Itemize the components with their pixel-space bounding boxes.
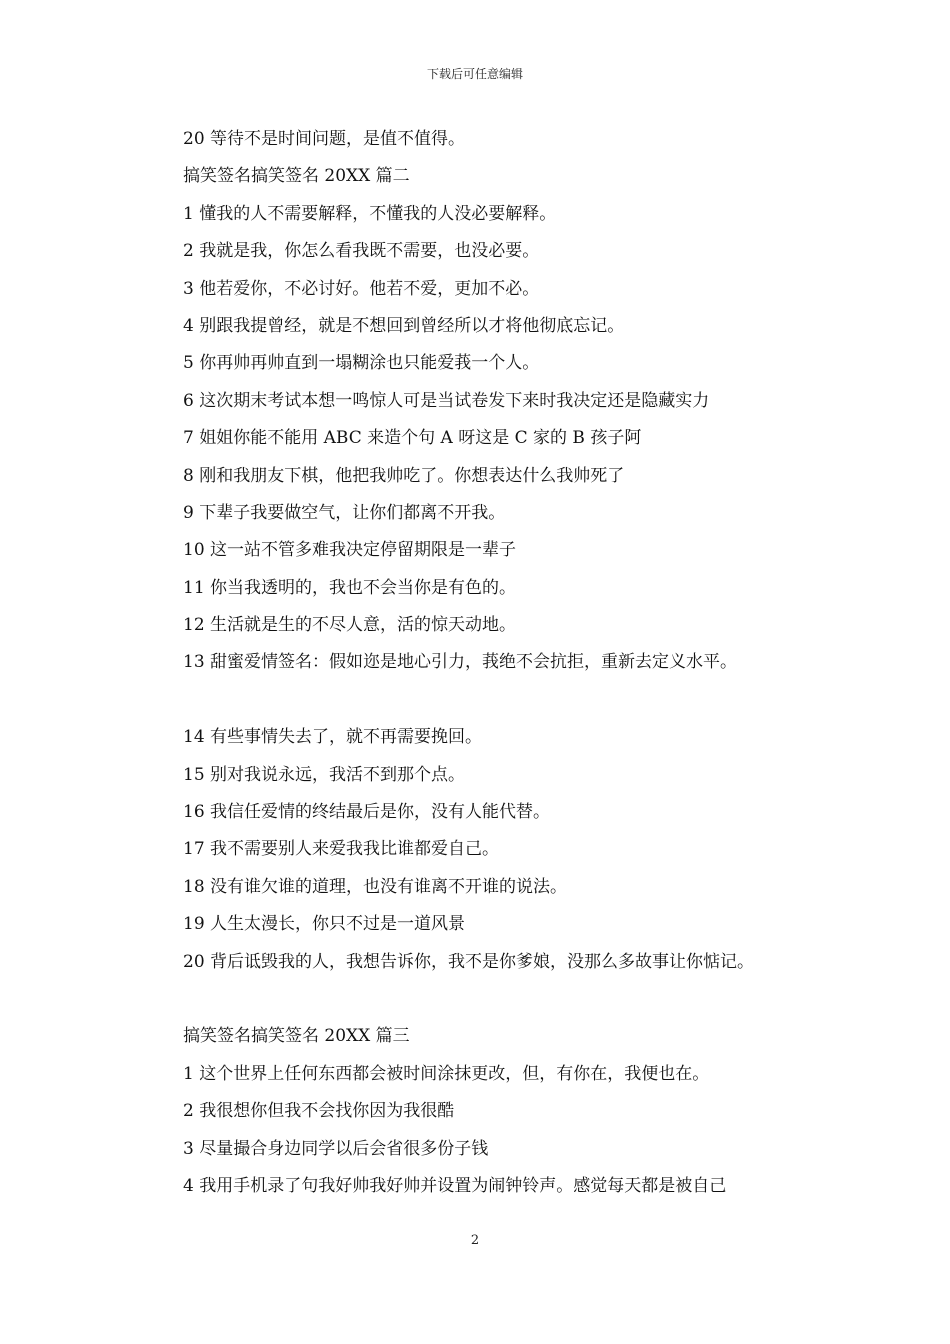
text-line: 3 他若爱你，不必讨好。他若不爱，更加不必。	[183, 278, 540, 299]
text-line: 1 懂我的人不需要解释，不懂我的人没必要解释。	[183, 203, 557, 224]
section-heading: 搞笑签名搞笑签名 20XX 篇二	[183, 166, 410, 187]
text-line: 6 这次期末考试本想一鸣惊人可是当试卷发下来时我决定还是隐藏实力	[183, 390, 710, 411]
text-line: 15 别对我说永远，我活不到那个点。	[183, 764, 466, 785]
text-line: 8 刚和我朋友下棋，他把我帅吃了。你想表达什么我帅死了	[183, 465, 625, 486]
text-line: 7 姐姐你能不能用 ABC 来造个句 A 呀这是 C 家的 B 孩子阿	[183, 428, 642, 449]
text-line: 4 我用手机录了句我好帅我好帅并设置为闹钟铃声。感觉每天都是被自己	[183, 1175, 727, 1196]
text-line: 19 人生太漫长，你只不过是一道风景	[183, 914, 466, 935]
text-line: 20 背后诋毁我的人，我想告诉你，我不是你爹娘，没那么多故事让你惦记。	[183, 951, 755, 972]
blank-line	[183, 984, 883, 1021]
text-line: 4 别跟我提曾经，就是不想回到曾经所以才将他彻底忘记。	[183, 315, 625, 336]
document-body	[183, 124, 883, 1208]
text-line: 18 没有谁欠谁的道理，也没有谁离不开谁的说法。	[183, 876, 568, 897]
text-line: 2 我就是我，你怎么看我既不需要，也没必要。	[183, 241, 540, 262]
text-line: 13 甜蜜爱情签名：假如迩是地心引力，莪绝不会抗拒，重新去定义水平。	[183, 652, 738, 673]
text-line: 3 尽量撮合身边同学以后会省很多份子钱	[183, 1138, 489, 1159]
page-header: 下载后可任意编辑	[426, 67, 523, 81]
text-line: 5 你再帅再帅直到一塌糊涂也只能爱莪一个人。	[183, 353, 540, 374]
text-line: 2 我很想你但我不会找你因为我很酷	[183, 1101, 455, 1122]
text-line: 20 等待不是时间问题，是值不值得。	[183, 129, 466, 149]
blank-line	[183, 685, 883, 722]
section-heading: 搞笑签名搞笑签名 20XX 篇三	[183, 1026, 410, 1047]
text-line: 11 你当我透明的，我也不会当你是有色的。	[183, 577, 517, 598]
text-line: 17 我不需要别人来爱我我比谁都爱自己。	[183, 839, 500, 860]
text-line: 14 有些事情失去了，就不再需要挽回。	[183, 727, 483, 748]
text-line: 10 这一站不管多难我决定停留期限是一辈子	[183, 540, 517, 561]
page-number: 2	[470, 1233, 480, 1248]
text-line: 16 我信任爱情的终结最后是你，没有人能代替。	[183, 802, 551, 823]
text-line: 1 这个世界上任何东西都会被时间涂抹更改，但，有你在，我便也在。	[183, 1063, 710, 1084]
text-line: 9 下辈子我要做空气，让你们都离不开我。	[183, 502, 506, 523]
text-line: 12 生活就是生的不尽人意，活的惊天动地。	[183, 615, 517, 636]
